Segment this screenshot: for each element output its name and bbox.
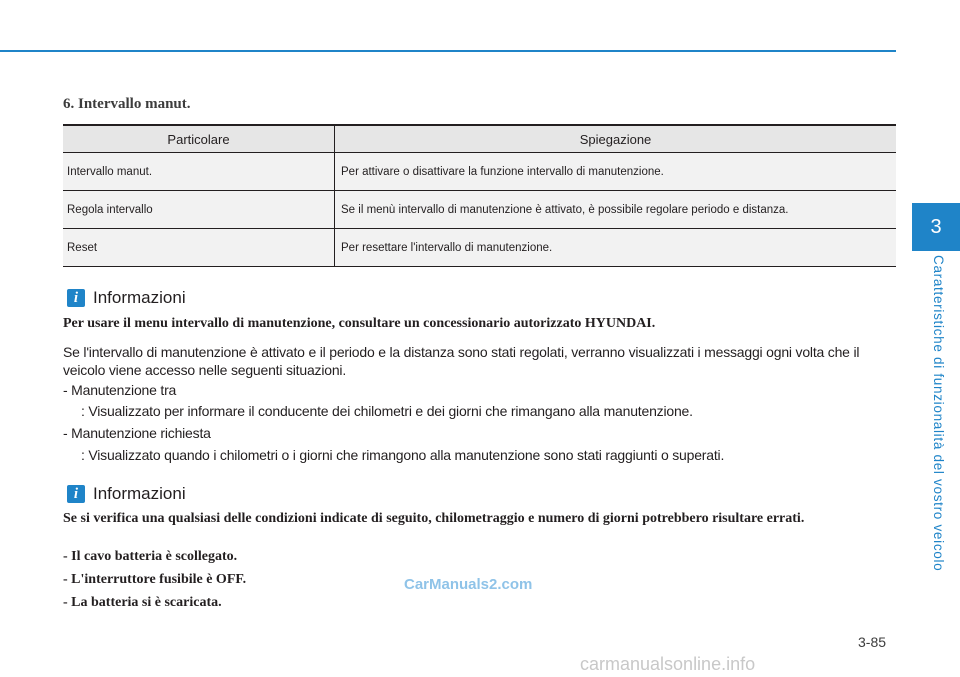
info-title: Informazioni (93, 288, 186, 307)
info-bold-note: Se si verifica una qualsiasi delle condizioni indicate di seguito, chilometraggio e numero di giorni potrebbero risultare errati. (63, 511, 805, 526)
page-number: 3-85 (858, 634, 887, 650)
table-cell: Se il menù intervallo di manutenzione è attivato, è possibile regolare periodo e distanza. (335, 191, 897, 229)
info-icon: i (67, 485, 85, 503)
table-row (63, 191, 896, 229)
table-cell: Regola intervallo (63, 191, 335, 229)
table-cell: Per resettare l'intervallo di manutenzione. (335, 229, 897, 267)
info-heading (67, 288, 186, 308)
top-rule (0, 50, 896, 52)
info-icon: i (67, 289, 85, 307)
chapter-side-title: Caratteristiche di funzionalità del vostro veicolo (931, 255, 946, 572)
settings-table (63, 124, 896, 267)
list-item-description: : Visualizzato per informare il conducente dei chilometri e dei giorni che rimangano alla manutenzione. (81, 403, 693, 419)
column-header: Spiegazione (335, 125, 897, 153)
section-title: 6. Intervallo manut. (63, 96, 191, 112)
table-cell: Intervallo manut. (63, 153, 335, 191)
list-item-title: - Manutenzione richiesta (63, 425, 211, 441)
table-row (63, 153, 896, 191)
table-cell: Reset (63, 229, 335, 267)
list-item: - L'interruttore fusibile è OFF. (63, 572, 247, 587)
footer-watermark: carmanualsonline.info (580, 654, 756, 674)
table-row (63, 229, 896, 267)
column-header: Particolare (63, 125, 335, 153)
info-title: Informazioni (93, 484, 186, 503)
table-header-row (63, 125, 896, 153)
table-cell: Per attivare o disattivare la funzione intervallo di manutenzione. (335, 153, 897, 191)
info-heading (67, 484, 186, 504)
list-item: - La batteria si è scaricata. (63, 595, 222, 610)
list-item-title: - Manutenzione tra (63, 382, 177, 398)
watermark: CarManuals2.com (404, 576, 533, 593)
info-bold-note: Per usare il menu intervallo di manutenzione, consultare un concessionario autorizzato HYUNDAI. (63, 316, 656, 331)
list-item: - Il cavo batteria è scollegato. (63, 549, 238, 564)
info-paragraph: Se l'intervallo di manutenzione è attivato e il periodo e la distanza sono stati regolati, verranno visualizzati i messaggi ogni volta che il veicolo viene accesso nelle seguenti situazioni. (63, 344, 860, 378)
chapter-number-tab: 3 (912, 203, 960, 251)
list-item-description: : Visualizzato quando i chilometri o i giorni che rimangono alla manutenzione sono stati raggiunti o superati. (81, 447, 725, 463)
